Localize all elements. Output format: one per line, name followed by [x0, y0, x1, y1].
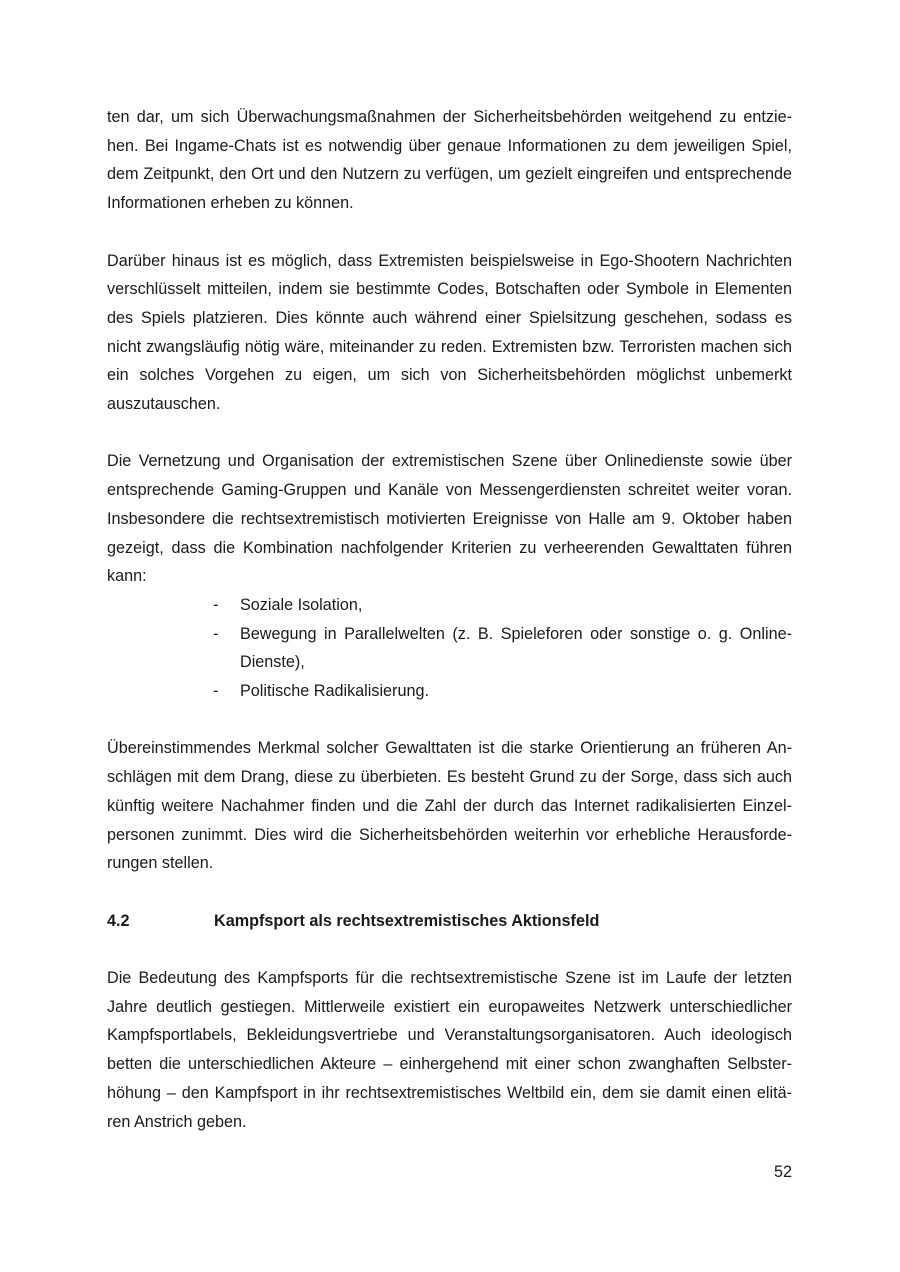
page-body	[107, 103, 792, 1165]
list-item	[107, 677, 792, 706]
list-item-text: Soziale Isolation,	[240, 595, 363, 614]
section-number: 4.2	[107, 911, 130, 930]
section-heading	[107, 907, 792, 936]
list-item-text: Politische Radikalisierung.	[240, 682, 429, 701]
paragraph-3: Die Vernetzung und Organisation der extremistischen Szene über Onlinedienste sowie über entsprechende Gaming-Gruppen und Kanäle von Messengerdiensten schreitet weiter voran. Insbesondere die rechtsextremistisch motivierten Ereignisse von Halle am 9. Oktober haben gezeigt, dass die Kombination nachfolgender Kriterien zu verheerenden Gewalttaten führen kann:	[107, 452, 792, 586]
paragraph-1: ten dar, um sich Überwachungsmaßnahmen der Sicherheitsbehörden weitgehend zu entzie-hen. Bei Ingame-Chats ist es notwendig über genaue Informationen zu dem jeweiligen Spiel, dem Zeitpunkt, den Ort und den Nutzern zu verfügen, um gezielt eingreifen und entsprechende Informationen erheben zu können.	[107, 108, 792, 213]
list-item-text: Bewegung in Parallelwelten (z. B. Spieleforen oder sonstige o. g. Online-Dienste),	[240, 624, 792, 672]
paragraph-5: Die Bedeutung des Kampfsports für die rechtsextremistische Szene ist im Laufe der letzten Jahre deutlich gestiegen. Mittlerweile existiert ein europaweites Netzwerk unterschiedlicher Kampfsportlabels, Bekleidungsvertriebe und Veranstaltungsorganisatoren. Auch ideologisch betten die unterschiedlichen Akteure – einhergehend mit einer schon zwanghaften Selbster-höhung – den Kampfsport in ihr rechtsextremistisches Weltbild ein, dem sie damit einen elitä-ren Anstrich geben.	[107, 969, 792, 1131]
section-title: Kampfsport als rechtsextremistisches Aktionsfeld	[214, 911, 600, 930]
list-dash: -	[213, 682, 219, 701]
paragraph-2: Darüber hinaus ist es möglich, dass Extremisten beispielsweise in Ego-Shootern Nachrichten verschlüsselt mitteilen, indem sie bestimmte Codes, Botschaften oder Symbole in Elementen des Spiels platzieren. Dies könnte auch während einer Spielsitzung geschehen, sodass es nicht zwangsläufig nötig wäre, miteinander zu reden. Extremisten bzw. Terroristen machen sich ein solches Vorgehen zu eigen, um sich von Sicherheitsbehörden möglichst unbemerkt auszutauschen.	[107, 251, 792, 414]
list-dash: -	[213, 624, 219, 643]
list-item	[107, 591, 792, 620]
list-item	[107, 620, 792, 677]
page-number: 52	[773, 1163, 792, 1181]
list-dash: -	[213, 595, 219, 614]
paragraph-4: Übereinstimmendes Merkmal solcher Gewalttaten ist die starke Orientierung an früheren An-schlägen mit dem Drang, diese zu überbieten. Es besteht Grund zu der Sorge, dass sich auch künftig weitere Nachahmer finden und die Zahl der durch das Internet radikalisierten Einzel-personen zunimmt. Dies wird die Sicherheitsbehörden weiterhin vor erhebliche Herausforde-rungen stellen.	[107, 739, 792, 873]
criteria-list	[107, 591, 792, 706]
